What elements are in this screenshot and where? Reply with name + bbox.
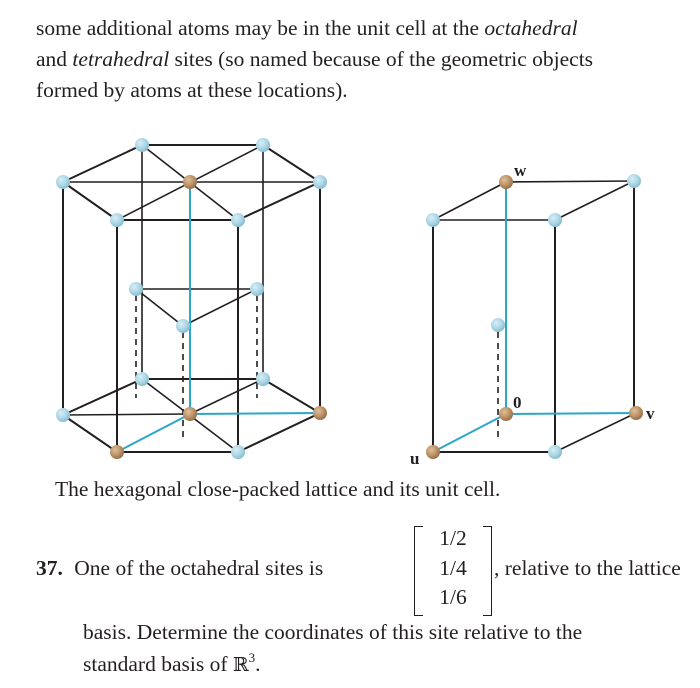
hexagonal-prism xyxy=(63,145,320,452)
unit-cell xyxy=(433,181,636,452)
label-w: w xyxy=(514,161,527,180)
unit-cell-basis-lines xyxy=(433,182,636,452)
vector-entry-3: 1/6 xyxy=(439,585,467,609)
exercise-line-3: standard basis of ℝ$^3$. xyxy=(83,650,261,676)
label-u: u xyxy=(410,449,420,468)
unit-cell-atoms xyxy=(426,174,643,459)
label-origin: 0 xyxy=(513,393,522,412)
label-v: v xyxy=(646,404,655,423)
exercise-line-2: basis. Determine the coordinates of this site relative to the xyxy=(83,620,583,644)
figure-caption: The hexagonal close-packed lattice and its unit cell. xyxy=(55,477,501,501)
intro-line-3: formed by atoms at these locations). xyxy=(36,78,348,102)
exercise-line-1-end: , relative to the lattice xyxy=(494,556,681,580)
term-tetrahedral: tetrahedral xyxy=(72,47,170,71)
intro-line-1: some additional atoms may be in the unit cell at the octahedral xyxy=(36,16,578,40)
term-octahedral: octahedral xyxy=(484,16,578,40)
exercise-line-1: 37. One of the octahedral sites is xyxy=(36,556,324,580)
coordinate-vector xyxy=(414,524,492,616)
vector-entry-2: 1/4 xyxy=(439,555,467,580)
real-numbers-symbol: ℝ xyxy=(232,654,249,676)
prism-atoms xyxy=(56,138,327,459)
prism-basis-lines xyxy=(117,182,320,452)
exercise-number: 37. xyxy=(36,556,63,580)
intro-line-2: and tetrahedral sites (so named because of the geometric objects xyxy=(36,47,594,71)
vector-entry-1: 1/2 xyxy=(439,526,467,550)
